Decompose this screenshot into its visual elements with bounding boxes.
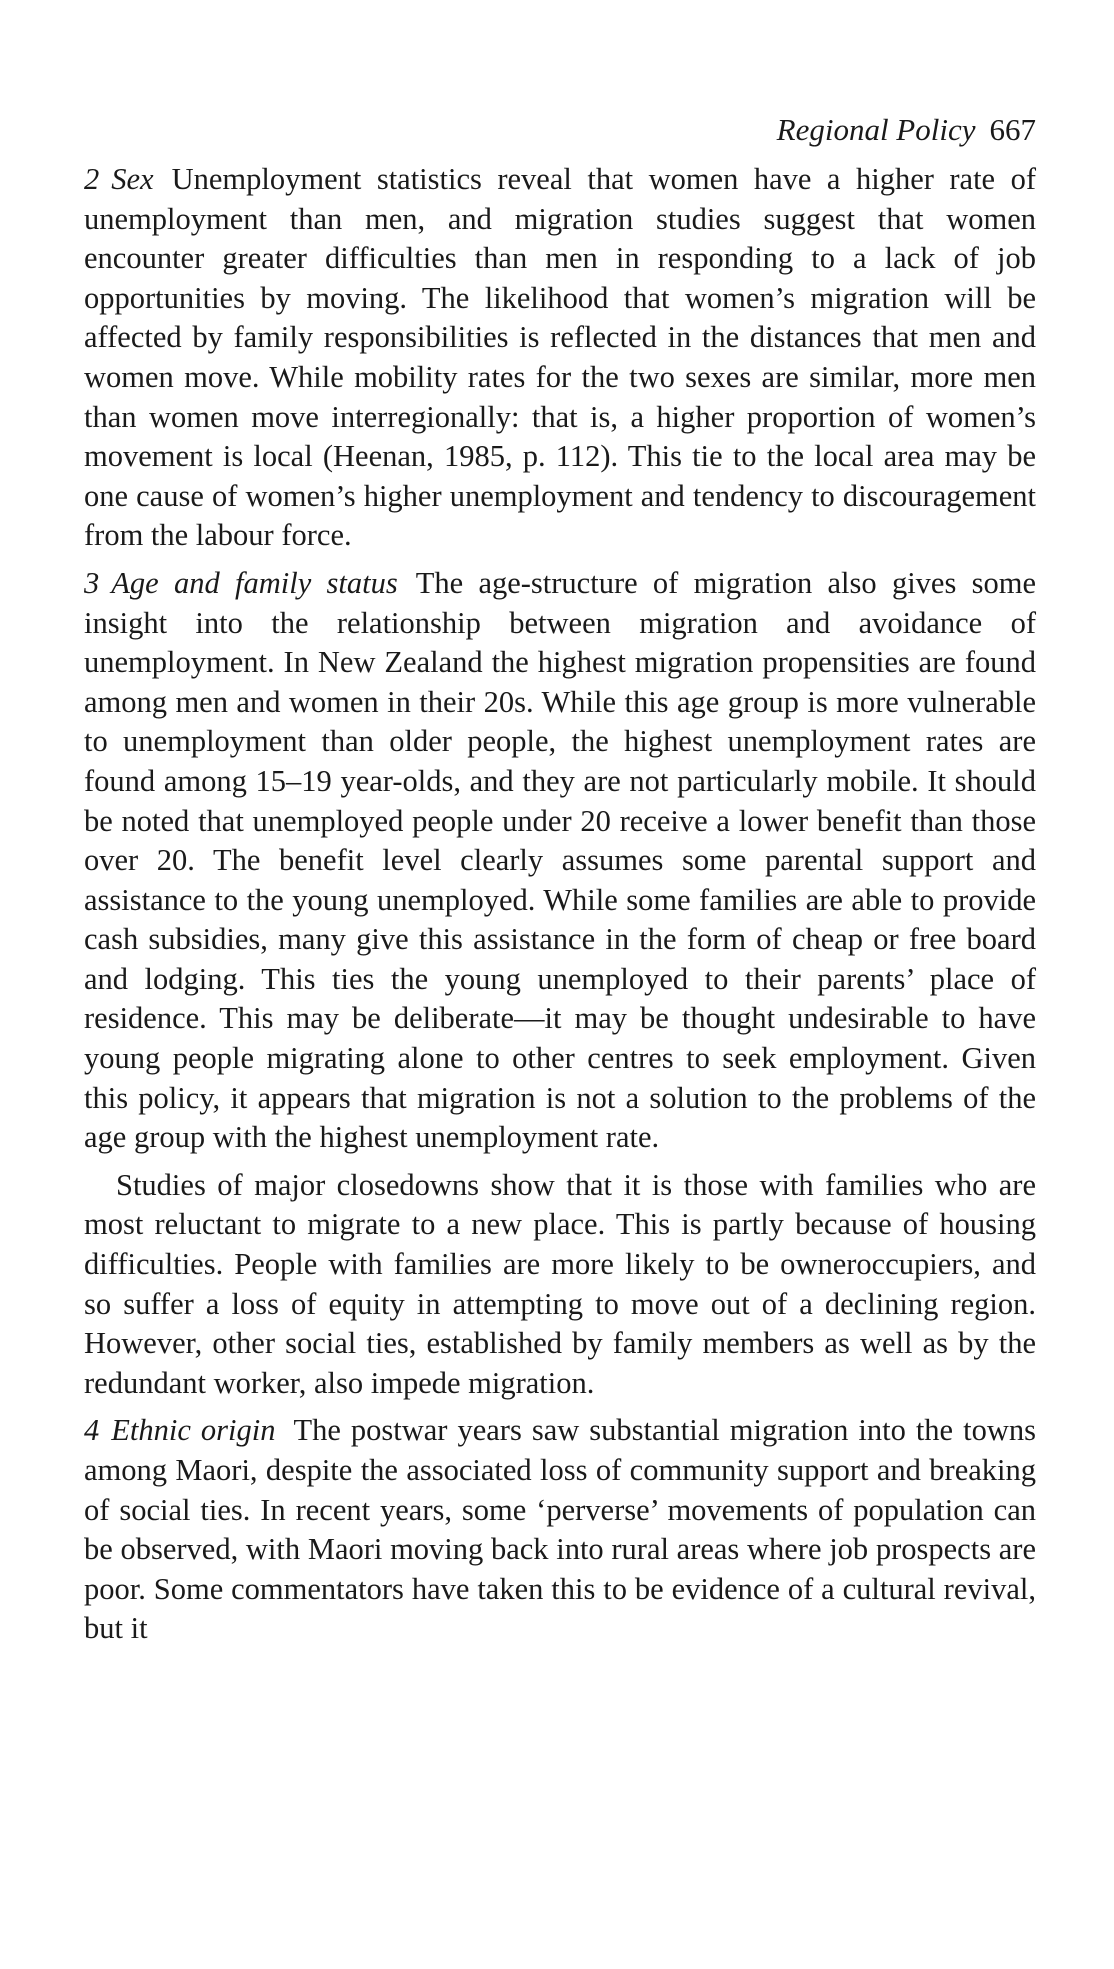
section-heading: Sex xyxy=(111,162,154,196)
paragraph-text: Studies of major closedowns show that it is those with families who are most reluctant to migrate to a new place. This is partly because of housing difficulties. People with families are more likely to be owneroccupiers, and so suffer a loss of equity in attempting to move out of a declining region. However, other social ties, established by family members as well as by the redundant worker, also impede migration. xyxy=(84,1167,1036,1400)
section-number: 2 xyxy=(84,162,100,196)
section-number: 3 xyxy=(84,565,100,600)
book-page xyxy=(84,110,1036,1657)
running-head-title: Regional Policy xyxy=(776,112,976,147)
section-age-paragraph xyxy=(84,564,1036,1158)
page-number: 667 xyxy=(989,112,1036,147)
section-heading: Age and family status xyxy=(111,565,398,600)
paragraph-text: The postwar years saw substantial migration into the towns among Maori, despite the associated loss of community support and breaking of social ties. In recent years, some ‘perverse’ movements of population can be observed, with Maori moving back into rural areas where job prospects are poor. Some commentators have taken this to be evidence of a cultural revival, but it xyxy=(84,1413,1036,1646)
paragraph-text: The age-structure of migration also gives some insight into the relationship between migration and avoidance of unemployment. In New Zealand the highest migration propensities are found among men and women in their 20s. While this age group is more vulnerable to unemployment than older people, the highest unemployment rates are found among 15–19 year-olds, and they are not particularly mobile. It should be noted that unemployed people under 20 receive a lower benefit than those over 20. The benefit level clearly assumes some parental support and assistance to the young unemployed. While some families are able to provide cash subsidies, many give this assistance in the form of cheap or free board and lodging. This ties the young unemployed to their parents’ place of residence. This may be deliberate—it may be thought undesirable to have young people migrating alone to other centres to seek employment. Given this policy, it appears that migration is not a solution to the problems of the age group with the highest unemployment rate. xyxy=(84,565,1036,1155)
running-head xyxy=(84,110,1036,150)
closedowns-paragraph xyxy=(84,1166,1036,1404)
paragraph-text: Unemployment statistics reveal that women have a higher rate of unemployment than men, and migration studies suggest that women encounter greater difficulties than men in responding to a lack of job opportunities by moving. The likelihood that women’s migration will be affected by family responsibilities is reflected in the distances that men and women move. While mobility rates for the two sexes are similar, more men than women move interregionally: that is, a higher proportion of women’s movement is local (Heenan, 1985, p. 112). This tie to the local area may be one cause of women’s higher unemployment and tendency to discouragement from the labour force. xyxy=(84,162,1036,553)
section-number: 4 xyxy=(84,1413,100,1448)
section-sex-paragraph xyxy=(84,160,1036,556)
section-heading: Ethnic origin xyxy=(111,1413,276,1448)
section-ethnic-paragraph xyxy=(84,1411,1036,1649)
